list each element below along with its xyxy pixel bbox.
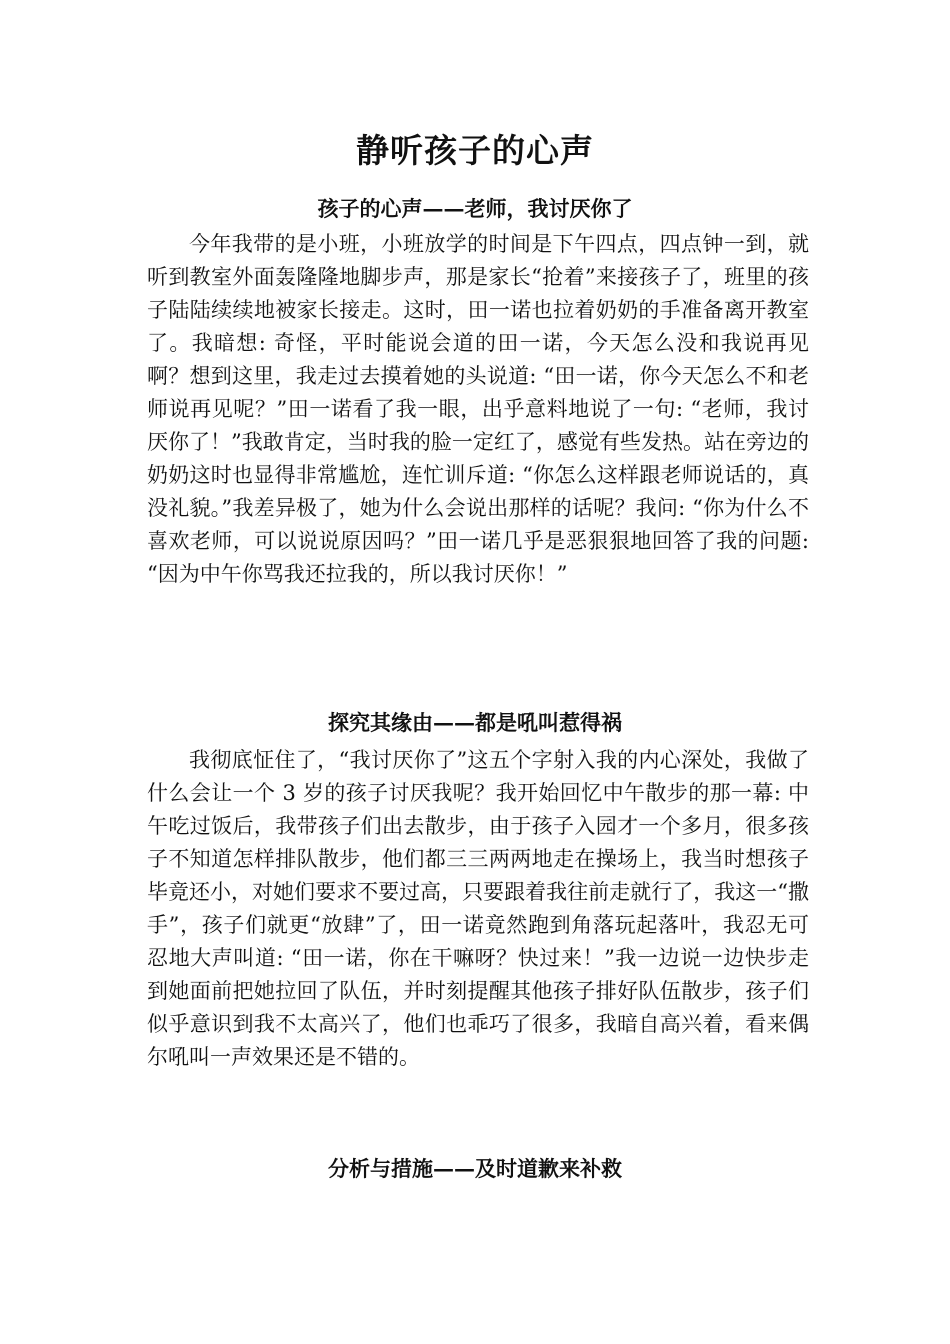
- section-heading-analysis: 分析与措施——及时道歉来补救: [328, 1156, 622, 1181]
- page-title: 静听孩子的心声: [356, 131, 594, 170]
- section-paragraph-cause: 我彻底怔住了，“我讨厌你了”这五个字射入我的内心深处，我做了什么会让一个 3 岁的孩子讨厌我呢？我开始回忆中午散步的那一幕: 中午吃过饭后，我带孩子们出去散步，由于孩子入园才一个多月，很多孩子不知道怎样排队散步，他们都三三两两地走在操场上，我当时想孩子毕竟还小，对她们要求不要过高，只要跟着我往前走就行了，我这一“撒手”，孩子们就更“放肆”了，田一诺竟然跑到角落玩起落叶，我忍无可忍地大声叫道: “田一诺，你在干嘛呀？快过来！”我一边说一边快步走到她面前把她拉回了队伍，并时刻提醒其他孩子排好队伍散步，孩子们似乎意识到我不太高兴了，他们也乖巧了很多，我暗自高兴着，看来偶尔吼叫一声效果还是不错的。: [147, 748, 809, 1069]
- section-paragraph-children-voice: 今年我带的是小班，小班放学的时间是下午四点，四点钟一到，就听到教室外面轰隆隆地脚步声，那是家长“抢着”来接孩子了，班里的孩子陆陆续续地被家长接走。这时，田一诺也拉着奶奶的手准备离开教室了。我暗想: 奇怪，平时能说会道的田一诺，今天怎么没和我说再见啊？想到这里，我走过去摸着她的头说道: “田一诺，你今天怎么不和老师说再见呢？”田一诺看了我一眼，出乎意料地说了一句: “老师，我讨厌你了！”我敢肯定，当时我的脸一定红了，感觉有些发热。站在旁边的奶奶这时也显得非常尴尬，连忙训斥道: “你怎么这样跟老师说话的，真没礼貌。”我差异极了，她为什么会说出那样的话呢？我问: “你为什么不喜欢老师，可以说说原因吗？”田一诺几乎是恶狠狠地回答了我的问题: “因为中午你骂我还拉我的，所以我讨厌你！”: [147, 232, 809, 586]
- section-heading-children-voice: 孩子的心声——老师，我讨厌你了: [317, 196, 633, 221]
- section-heading-cause: 探究其缘由——都是吼叫惹得祸: [328, 710, 622, 735]
